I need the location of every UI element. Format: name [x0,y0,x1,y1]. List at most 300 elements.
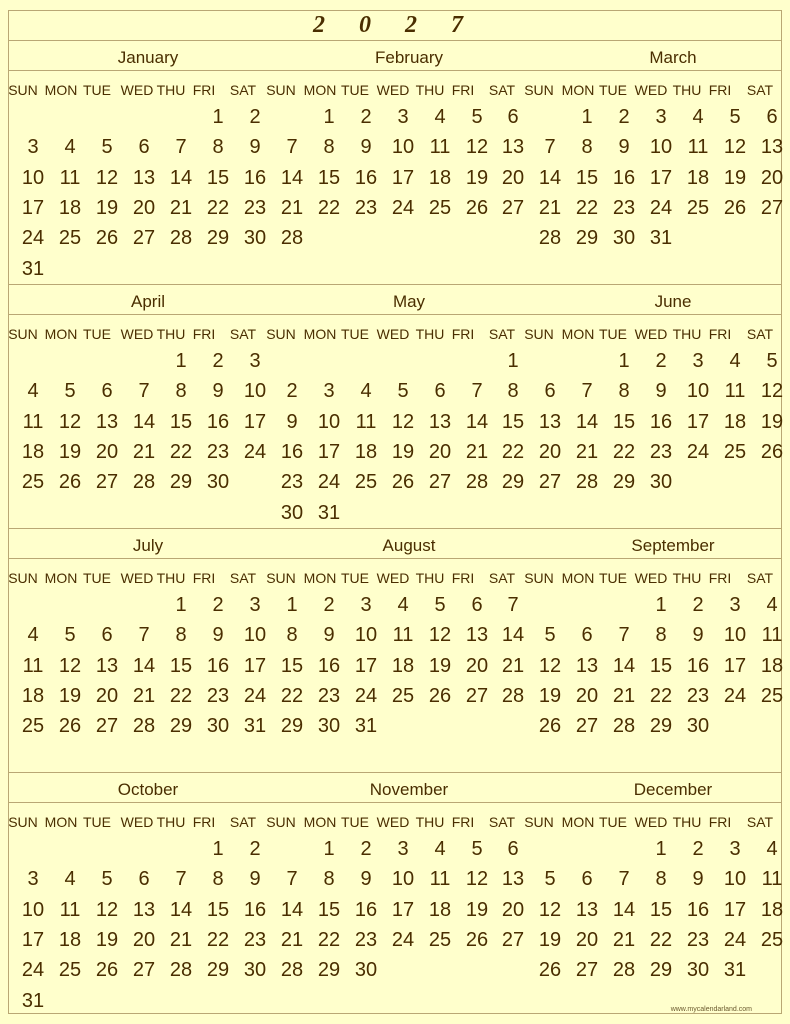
day-cell: 28 [132,715,156,738]
weekday-label: SUN [8,814,38,830]
day-cell: 26 [95,959,119,982]
day-cell: 23 [280,471,304,494]
day-cell: 30 [354,959,378,982]
day-cell: 27 [95,471,119,494]
day-cell: 11 [761,868,783,891]
day-cell: 13 [465,624,489,647]
day-cell: 29 [280,715,304,738]
day-cell: 7 [581,380,593,403]
calendar-frame [8,10,782,1014]
day-cell: 23 [354,928,378,951]
day-cell: 12 [465,136,489,159]
weekday-label: FRI [451,326,475,342]
weekday-label: SAT [488,326,516,342]
weekday-label: THU [415,570,445,586]
day-cell: 21 [280,196,304,219]
day-cell: 4 [434,106,446,128]
day-cell: 14 [280,166,304,189]
weekday-label: FRI [192,814,216,830]
day-cell: 14 [612,654,636,677]
day-cell: 18 [428,898,452,921]
day-cell: 1 [212,106,224,128]
day-cell: 29 [501,471,525,494]
day-cell: 3 [655,106,667,128]
weekday-label: MON [303,570,337,586]
day-cell: 8 [581,136,593,159]
day-cell: 26 [391,471,415,494]
day-cell: 29 [575,227,599,250]
day-cell: 28 [575,471,599,494]
weekday-label: WED [634,814,668,830]
day-cell: 4 [766,838,778,860]
day-cell: 10 [243,380,267,403]
day-cell: 21 [132,440,156,463]
day-cell: 29 [649,959,673,982]
day-cell: 18 [58,196,82,219]
day-cell: 10 [686,380,710,403]
day-cell: 16 [206,654,230,677]
day-cell: 27 [132,227,156,250]
divider-line [8,284,782,285]
weekday-label: WED [120,814,154,830]
day-cell: 25 [760,684,784,707]
day-cell: 14 [169,166,193,189]
day-cell: 15 [649,898,673,921]
day-cell: 30 [280,501,304,524]
day-cell: 6 [101,380,113,403]
day-cell: 6 [544,380,556,403]
day-cell: 9 [323,624,335,647]
day-cell: 17 [354,654,378,677]
day-cell: 26 [723,196,747,219]
day-cell: 20 [538,440,562,463]
day-cell: 13 [575,898,599,921]
weekday-label: FRI [708,326,732,342]
day-cell: 17 [391,898,415,921]
day-cell: 14 [132,654,156,677]
day-cell: 16 [612,166,636,189]
weekday-label: TUE [83,814,111,830]
day-cell: 8 [507,380,519,403]
day-cell: 6 [434,380,446,403]
weekday-label: THU [672,326,702,342]
day-cell: 9 [360,136,372,159]
credit-text: www.mycalendarland.com [670,1006,752,1013]
weekday-label: THU [156,814,186,830]
day-cell: 19 [58,440,82,463]
day-cell: 9 [692,624,704,647]
day-cell: 19 [428,654,452,677]
day-cell: 11 [22,410,44,433]
day-cell: 23 [354,196,378,219]
day-cell: 6 [471,594,483,616]
day-cell: 16 [206,410,230,433]
day-cell: 19 [465,166,489,189]
day-cell: 14 [612,898,636,921]
day-cell: 2 [249,838,261,860]
day-cell: 26 [95,227,119,250]
weekday-label: MON [303,814,337,830]
day-cell: 4 [434,838,446,860]
day-cell: 23 [206,684,230,707]
weekday-label: FRI [192,570,216,586]
day-cell: 19 [723,166,747,189]
day-cell: 21 [612,684,636,707]
weekday-label: FRI [708,570,732,586]
month-name: March [649,48,697,67]
day-cell: 3 [729,838,741,860]
day-cell: 22 [649,928,673,951]
day-cell: 23 [649,440,673,463]
day-cell: 15 [169,410,193,433]
day-cell: 31 [243,715,267,738]
weekday-label: WED [634,326,668,342]
day-cell: 5 [544,868,556,891]
day-cell: 14 [132,410,156,433]
day-cell: 24 [723,928,747,951]
day-cell: 28 [501,684,525,707]
weekday-label: MON [303,326,337,342]
day-cell: 12 [95,898,119,921]
day-cell: 20 [575,928,599,951]
day-cell: 7 [175,868,187,891]
day-cell: 15 [206,166,230,189]
weekday-label: TUE [83,326,111,342]
day-cell: 15 [501,410,525,433]
day-cell: 3 [323,380,335,403]
day-cell: 9 [286,410,298,433]
day-cell: 11 [687,136,709,159]
day-cell: 22 [280,684,304,707]
month-name: June [654,292,692,311]
day-cell: 3 [27,868,39,891]
weekday-label: FRI [192,326,216,342]
day-cell: 20 [465,654,489,677]
day-cell: 15 [206,898,230,921]
divider-line [8,528,782,529]
day-cell: 26 [428,684,452,707]
day-cell: 12 [391,410,415,433]
weekday-label: SUN [266,814,296,830]
day-cell: 18 [391,654,415,677]
day-cell: 7 [618,624,630,647]
day-cell: 10 [649,136,673,159]
day-cell: 29 [206,227,230,250]
day-cell: 2 [360,838,372,860]
day-cell: 18 [428,166,452,189]
day-cell: 21 [575,440,599,463]
day-cell: 8 [175,624,187,647]
month-name: November [369,780,449,799]
day-cell: 6 [101,624,113,647]
day-cell: 19 [391,440,415,463]
weekday-label: FRI [451,82,475,98]
day-cell: 5 [64,380,76,403]
day-cell: 22 [317,928,341,951]
weekday-label: SUN [266,326,296,342]
month-name: December [633,780,713,799]
day-cell: 22 [169,440,193,463]
day-cell: 12 [538,654,562,677]
day-cell: 27 [575,715,599,738]
day-cell: 15 [317,166,341,189]
day-cell: 13 [501,136,525,159]
day-cell: 10 [723,868,747,891]
day-cell: 4 [27,624,39,647]
month-name: August [382,536,436,555]
weekday-label: TUE [599,326,627,342]
weekday-label: WED [634,570,668,586]
weekday-label: WED [376,326,410,342]
day-cell: 1 [323,106,335,128]
day-cell: 13 [95,410,119,433]
day-cell: 18 [760,898,784,921]
day-cell: 3 [729,594,741,616]
weekday-label: WED [376,82,410,98]
day-cell: 8 [323,136,335,159]
day-cell: 16 [317,654,341,677]
month-name: September [631,536,715,555]
day-cell: 25 [391,684,415,707]
day-cell: 24 [391,196,415,219]
day-cell: 3 [397,106,409,128]
day-cell: 20 [132,928,156,951]
day-cell: 11 [761,624,783,647]
weekday-label: MON [561,814,595,830]
day-cell: 4 [64,136,76,159]
day-cell: 9 [655,380,667,403]
day-cell: 8 [323,868,335,891]
day-cell: 9 [212,380,224,403]
day-cell: 10 [21,898,45,921]
day-cell: 5 [544,624,556,647]
day-cell: 17 [243,410,267,433]
day-cell: 5 [397,380,409,403]
day-cell: 16 [686,654,710,677]
weekday-label: SAT [488,82,516,98]
day-cell: 13 [538,410,562,433]
day-cell: 8 [175,380,187,403]
weekday-label: WED [634,82,668,98]
day-cell: 19 [465,898,489,921]
day-cell: 9 [360,868,372,891]
day-cell: 2 [692,838,704,860]
day-cell: 30 [206,715,230,738]
day-cell: 11 [22,654,44,677]
day-cell: 17 [317,440,341,463]
month-name: January [117,48,179,67]
day-cell: 2 [212,350,224,372]
weekday-label: MON [44,570,78,586]
day-cell: 7 [544,136,556,159]
weekday-label: SUN [8,326,38,342]
day-cell: 2 [655,350,667,372]
day-cell: 5 [64,624,76,647]
weekday-label: MON [44,82,78,98]
day-cell: 23 [686,928,710,951]
day-cell: 28 [169,959,193,982]
day-cell: 13 [760,136,784,159]
day-cell: 17 [686,410,710,433]
day-cell: 6 [581,624,593,647]
day-cell: 8 [618,380,630,403]
divider-line [8,772,782,773]
day-cell: 19 [538,928,562,951]
day-cell: 20 [575,684,599,707]
day-cell: 11 [59,166,81,189]
day-cell: 26 [465,196,489,219]
weekday-label: SAT [488,814,516,830]
weekday-label: SAT [746,326,774,342]
day-cell: 26 [465,928,489,951]
day-cell: 28 [280,227,304,250]
weekday-label: WED [376,570,410,586]
day-cell: 25 [760,928,784,951]
day-cell: 25 [21,471,45,494]
day-cell: 31 [723,959,747,982]
day-cell: 30 [649,471,673,494]
day-cell: 29 [169,471,193,494]
weekday-label: WED [120,82,154,98]
day-cell: 4 [729,350,741,372]
day-cell: 16 [686,898,710,921]
day-cell: 5 [471,838,483,860]
day-cell: 12 [538,898,562,921]
weekday-label: SAT [746,814,774,830]
day-cell: 5 [471,106,483,128]
day-cell: 1 [212,838,224,860]
day-cell: 1 [323,838,335,860]
day-cell: 27 [428,471,452,494]
weekday-label: SUN [524,326,554,342]
day-cell: 21 [169,196,193,219]
weekday-label: THU [415,82,445,98]
day-cell: 28 [612,715,636,738]
day-cell: 6 [507,838,519,860]
day-cell: 8 [286,624,298,647]
day-cell: 12 [58,410,82,433]
day-cell: 20 [428,440,452,463]
day-cell: 15 [649,654,673,677]
weekday-label: MON [303,82,337,98]
day-cell: 19 [58,684,82,707]
divider-line [8,558,782,559]
day-cell: 23 [206,440,230,463]
day-cell: 1 [618,350,630,372]
weekday-label: SUN [266,82,296,98]
day-cell: 26 [58,471,82,494]
day-cell: 23 [612,196,636,219]
day-cell: 25 [428,928,452,951]
day-cell: 19 [95,196,119,219]
day-cell: 2 [618,106,630,128]
day-cell: 18 [21,440,45,463]
day-cell: 7 [471,380,483,403]
weekday-label: SAT [229,570,257,586]
weekday-label: MON [44,326,78,342]
day-cell: 21 [501,654,525,677]
day-cell: 6 [138,868,150,891]
day-cell: 12 [428,624,452,647]
weekday-label: WED [120,326,154,342]
day-cell: 10 [243,624,267,647]
day-cell: 21 [465,440,489,463]
day-cell: 5 [729,106,741,128]
day-cell: 13 [575,654,599,677]
day-cell: 3 [249,350,261,372]
day-cell: 15 [169,654,193,677]
weekday-label: FRI [451,570,475,586]
divider-line [8,802,782,803]
day-cell: 24 [21,227,45,250]
day-cell: 7 [175,136,187,159]
day-cell: 17 [391,166,415,189]
day-cell: 1 [581,106,593,128]
day-cell: 19 [760,410,784,433]
weekday-label: FRI [708,82,732,98]
day-cell: 20 [95,440,119,463]
day-cell: 9 [618,136,630,159]
weekday-label: MON [561,570,595,586]
day-cell: 2 [212,594,224,616]
day-cell: 17 [649,166,673,189]
weekday-label: MON [561,82,595,98]
weekday-label: FRI [192,82,216,98]
day-cell: 20 [501,898,525,921]
weekday-label: SUN [8,82,38,98]
day-cell: 11 [724,380,746,403]
day-cell: 10 [317,410,341,433]
weekday-label: SUN [524,814,554,830]
day-cell: 9 [212,624,224,647]
day-cell: 3 [360,594,372,616]
weekday-label: MON [561,326,595,342]
day-cell: 29 [169,715,193,738]
day-cell: 29 [206,959,230,982]
day-cell: 22 [206,928,230,951]
day-cell: 7 [618,868,630,891]
weekday-label: TUE [599,82,627,98]
day-cell: 25 [428,196,452,219]
divider-line [8,314,782,315]
month-name: April [130,292,165,311]
day-cell: 21 [280,928,304,951]
day-cell: 25 [58,227,82,250]
day-cell: 24 [243,684,267,707]
weekday-label: TUE [83,82,111,98]
day-cell: 26 [760,440,784,463]
day-cell: 6 [138,136,150,159]
day-cell: 4 [766,594,778,616]
weekday-label: THU [156,570,186,586]
day-cell: 27 [465,684,489,707]
day-cell: 29 [612,471,636,494]
weekday-label: THU [672,570,702,586]
weekday-label: WED [120,570,154,586]
day-cell: 22 [206,196,230,219]
day-cell: 27 [501,196,525,219]
day-cell: 28 [132,471,156,494]
day-cell: 1 [286,594,298,616]
weekday-label: SUN [266,570,296,586]
day-cell: 13 [132,166,156,189]
day-cell: 28 [169,227,193,250]
day-cell: 20 [132,196,156,219]
day-cell: 12 [465,868,489,891]
day-cell: 23 [317,684,341,707]
day-cell: 30 [243,227,267,250]
month-name: October [117,780,179,799]
